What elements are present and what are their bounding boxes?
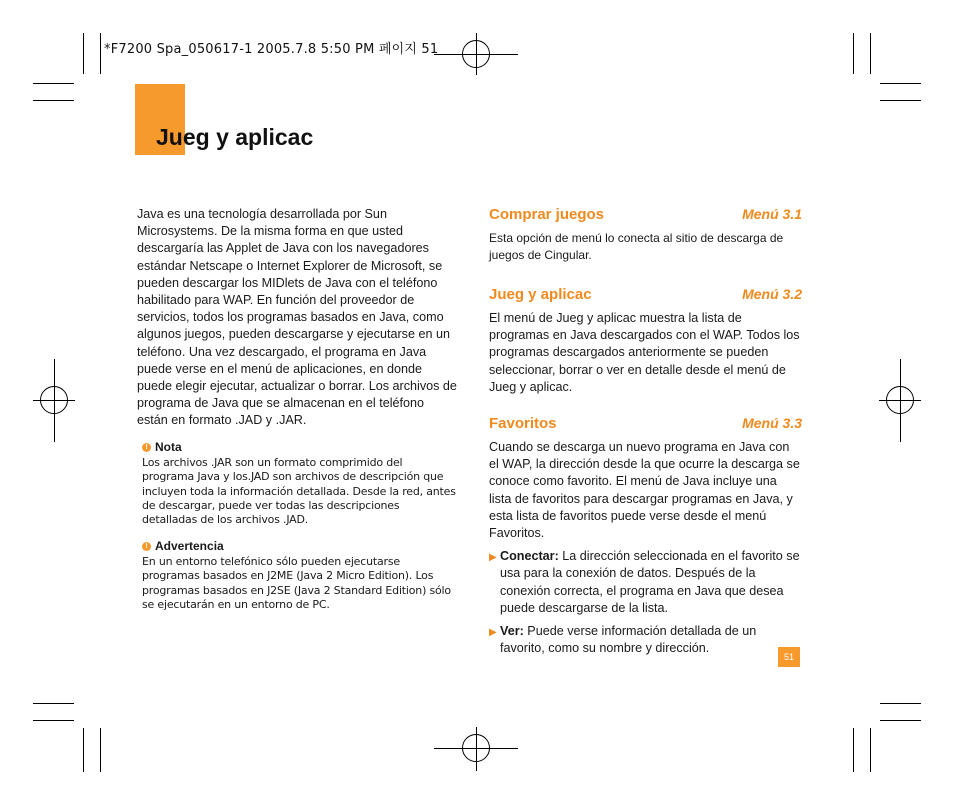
warning-heading [137,538,457,555]
section-comprar-juegos [489,206,802,264]
bullet-text: Puede verse información detallada de un favorito, como su nombre y dirección. [500,624,757,656]
arrow-right-icon: ▶ [489,552,497,564]
note-body: Los archivos .JAR son un formato comprimido del programa Java y los.JAD son archivos de descripción que incluyen toda la información detallada. Desde la red, antes de descargar, puede ver todas las descripciones detalladas de los archivos .JAD. [142,455,456,527]
page-title: Jueg y aplicac [156,124,314,150]
section-title: Comprar juegos [489,206,605,223]
section-heading [489,286,802,303]
section-title: Jueg y aplicac [489,286,592,303]
section-heading [489,415,802,432]
section-jueg-y-aplicac [489,286,802,396]
section-body: El menú de Jueg y aplicac muestra la lista de programas en Java descargados con el WAP. Todos los programas descargados anteriormente se pueden seleccionar, borrar o ver en detalle desde el menú de Jueg y aplicac. [489,311,800,394]
bullet-item-conectar [489,548,802,617]
bullet-text: La dirección seleccionada en el favorito se usa para la conexión de datos. Después de la conexión correcta, el programa en Java que desea puede descargarse de la lista. [500,549,800,615]
warning-body: En un entorno telefónico sólo pueden ejecutarse programas basados en J2ME (Java 2 Micro Edition). Los programas basados en J2SE (Java 2 Standard Edition) sólo se ejecutarán en un entorno de PC. [142,555,451,612]
warning-title: Advertencia [155,538,224,553]
bullet-item-ver [489,623,802,657]
left-column [137,206,457,613]
warning-icon: ! [142,542,151,551]
section-menu-number: Menú 3.1 [742,206,802,222]
right-column [489,206,802,657]
info-icon: ! [142,443,151,452]
bullet-term: Conectar: [500,549,559,564]
section-title: Favoritos [489,415,557,433]
section-heading [489,206,802,223]
note-heading [137,439,457,456]
arrow-right-icon: ▶ [489,627,497,639]
page-number-badge: 51 [778,647,800,667]
section-body: Cuando se descarga un nuevo programa en Java con el WAP, la dirección desde la que ocurre la descarga se conoce como favorito. El menú de Java incluye una lista de favoritos para descargar programas en Java, y esta lista de favoritos puede verse desde el menú Favoritos. [489,440,800,541]
section-menu-number: Menú 3.2 [742,286,802,302]
note-title: Nota [155,439,182,454]
bullet-term: Ver: [500,624,524,639]
print-header: *F7200 Spa_050617-1 2005.7.8 5:50 PM 페이지 51 [104,42,439,57]
section-favoritos [489,415,802,542]
intro-paragraph: Java es una tecnología desarrollada por Sun Microsystems. De la misma forma en que usted descargaría las Applet de Java con los navegadores estándar Netscape o Internet Explorer de Microsoft, se pueden descargar los MIDlets de Java con el teléfono habilitado para WAP. En función del proveedor de servicios, todos los programas basados en Java, como algunos juegos, pueden descargarse y ejecutarse en un teléfono. Una vez descargado, el programa en Java puede verse en el menú de aplicaciones, en donde puede elegir ejecutar, actualizar o borrar. Los archivos de programa de Java que se almacenan en el teléfono están en formato .JAD y .JAR. [137,207,457,428]
section-menu-number: Menú 3.3 [742,415,802,432]
section-body: Esta opción de menú lo conecta al sitio de descarga de juegos de Cingular. [489,231,784,262]
